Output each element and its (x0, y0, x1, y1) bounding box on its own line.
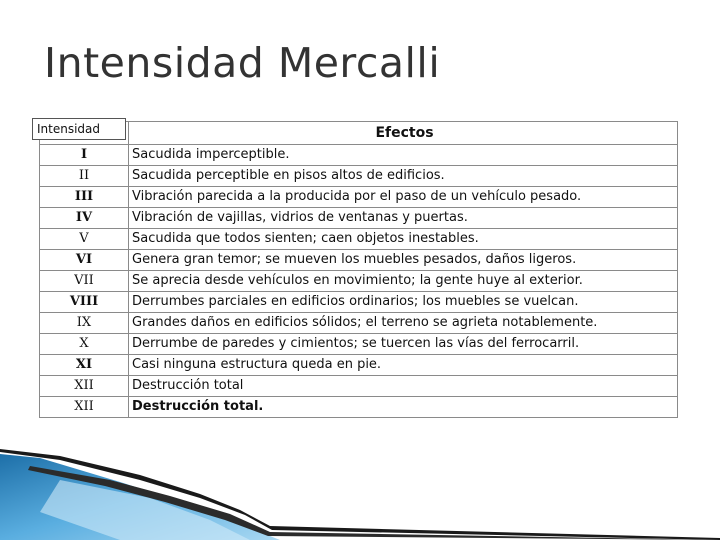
effect-cell: Sacudida que todos sienten; caen objetos inestables. (129, 229, 678, 250)
effect-cell: Derrumbes parciales en edificios ordinarios; los muebles se vuelcan. (129, 292, 678, 313)
table-row (40, 166, 678, 187)
table-row (40, 187, 678, 208)
degree-cell: IX (40, 313, 129, 334)
table-row (40, 355, 678, 376)
table-header-row (40, 122, 678, 145)
table-row (40, 334, 678, 355)
degree-cell: XII (40, 397, 129, 418)
header-effects-cell: Efectos (129, 122, 678, 145)
degree-cell: III (40, 187, 129, 208)
slide-corner-decoration (0, 440, 720, 540)
mercalli-table (39, 121, 678, 418)
effect-cell: Casi ninguna estructura queda en pie. (129, 355, 678, 376)
degree-cell: XII (40, 376, 129, 397)
table-row (40, 208, 678, 229)
slide-title: Intensidad Mercalli (44, 39, 441, 87)
degree-cell: VI (40, 250, 129, 271)
effect-cell: Se aprecia desde vehículos en movimiento; la gente huye al exterior. (129, 271, 678, 292)
effect-cell: Destrucción total. (129, 397, 678, 418)
degree-cell: X (40, 334, 129, 355)
table-row (40, 229, 678, 250)
table-row (40, 313, 678, 334)
degree-cell: VII (40, 271, 129, 292)
table-row (40, 292, 678, 313)
degree-cell: I (40, 145, 129, 166)
degree-cell: VIII (40, 292, 129, 313)
effect-cell: Destrucción total (129, 376, 678, 397)
table-row (40, 397, 678, 418)
degree-cell: XI (40, 355, 129, 376)
effect-cell: Grandes daños en edificios sólidos; el terreno se agrieta notablemente. (129, 313, 678, 334)
effect-cell: Sacudida perceptible en pisos altos de edificios. (129, 166, 678, 187)
effect-cell: Sacudida imperceptible. (129, 145, 678, 166)
effect-cell: Vibración de vajillas, vidrios de ventanas y puertas. (129, 208, 678, 229)
table-row (40, 271, 678, 292)
intensity-label-box: Intensidad (32, 118, 126, 140)
mercalli-table-container (39, 121, 677, 419)
effect-cell: Derrumbe de paredes y cimientos; se tuercen las vías del ferrocarril. (129, 334, 678, 355)
table-row (40, 250, 678, 271)
effect-cell: Genera gran temor; se mueven los muebles pesados, daños ligeros. (129, 250, 678, 271)
effect-cell: Vibración parecida a la producida por el paso de un vehículo pesado. (129, 187, 678, 208)
table-row (40, 145, 678, 166)
degree-cell: II (40, 166, 129, 187)
table-row (40, 376, 678, 397)
degree-cell: IV (40, 208, 129, 229)
degree-cell: V (40, 229, 129, 250)
